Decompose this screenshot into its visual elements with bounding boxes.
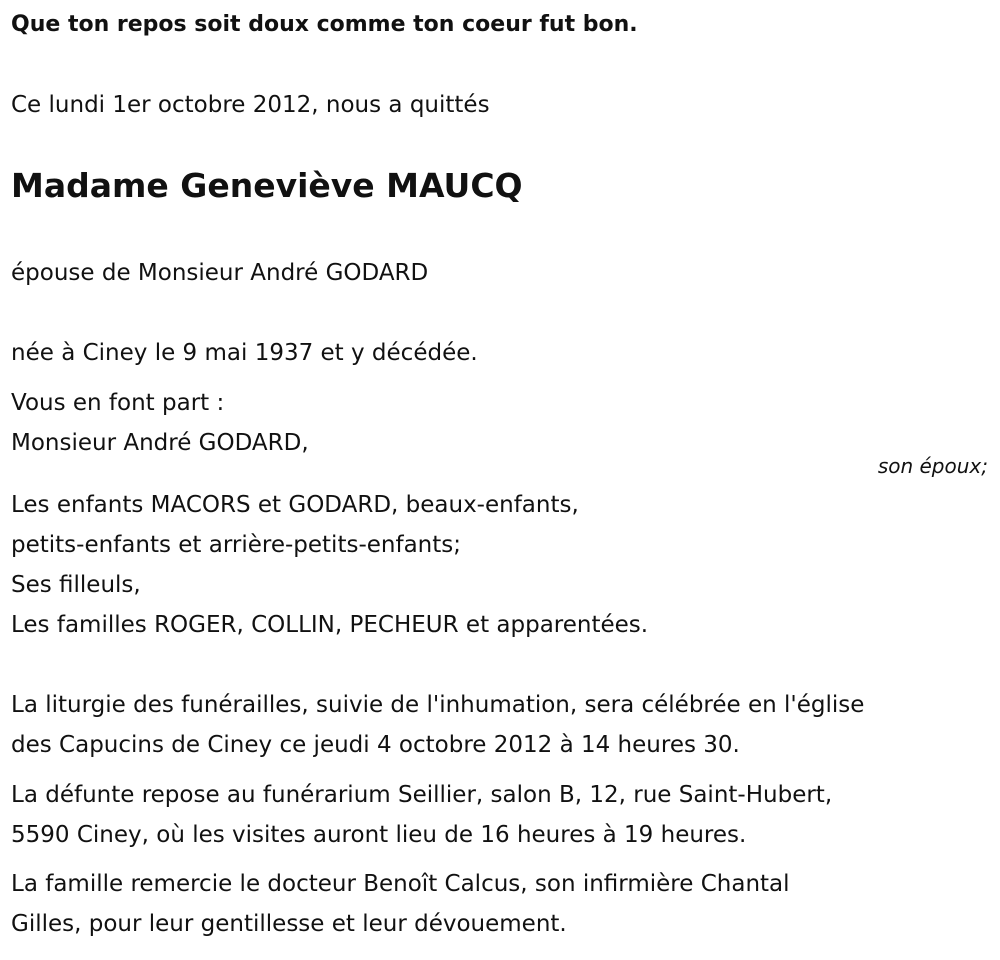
motto: Que ton repos soit doux comme ton coeur fut bon.	[11, 12, 638, 37]
spouse-line: épouse de Monsieur André GODARD	[11, 260, 429, 286]
thanks-line: La famille remercie le docteur Benoît Calcus, son infirmière Chantal	[11, 871, 790, 897]
birth-line: née à Ciney le 9 mai 1937 et y décédée.	[11, 340, 478, 366]
intro-line: Ce lundi 1er octobre 2012, nous a quittés	[11, 92, 490, 118]
thanks-line: Gilles, pour leur gentillesse et leur dévouement.	[11, 911, 567, 937]
announcement-spouse-name: Monsieur André GODARD,	[11, 430, 309, 456]
announcement-heading: Vous en font part :	[11, 390, 225, 416]
visitation-line: La défunte repose au funérarium Seillier, salon B, 12, rue Saint-Hubert,	[11, 782, 833, 808]
visitation-line: 5590 Ciney, où les visites auront lieu de 16 heures à 19 heures.	[11, 822, 747, 848]
funeral-line: La liturgie des funérailles, suivie de l'inhumation, sera célébrée en l'église	[11, 692, 865, 718]
family-line: Les familles ROGER, COLLIN, PECHEUR et apparentées.	[11, 612, 649, 638]
family-line: Ses filleuls,	[11, 572, 141, 598]
announcement-spouse-role: son époux;	[877, 454, 988, 478]
funeral-line: des Capucins de Ciney ce jeudi 4 octobre 2012 à 14 heures 30.	[11, 732, 740, 758]
family-line: Les enfants MACORS et GODARD, beaux-enfants,	[11, 492, 579, 518]
family-line: petits-enfants et arrière-petits-enfants;	[11, 532, 461, 558]
deceased-name: Madame Geneviève MAUCQ	[11, 166, 523, 205]
